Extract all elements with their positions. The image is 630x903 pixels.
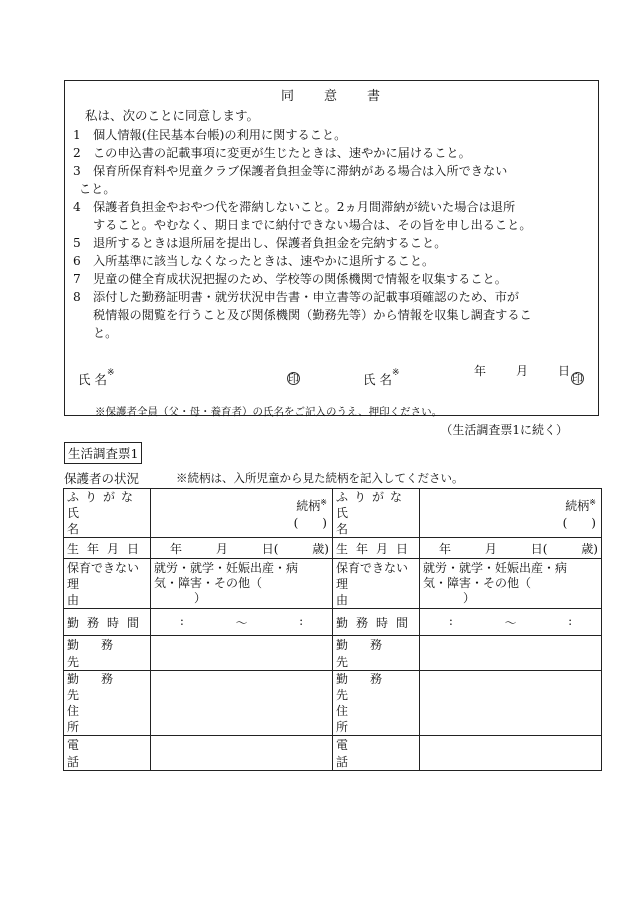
guardian-1-reason[interactable]: 就労・就学・妊娠出産・病 気・障害・その他（ ） (151, 559, 333, 609)
name-label-cell (333, 489, 420, 538)
guardian-2-workplace[interactable] (420, 636, 602, 671)
guardian-1-name-cell[interactable] (151, 489, 333, 538)
guardian-2-hours[interactable]: : 〜 : (420, 609, 602, 636)
guardian-2-name-cell[interactable] (420, 489, 602, 538)
phone-label: 電話 (64, 736, 151, 771)
seal-mark-2: 印 (572, 372, 583, 385)
consent-item: 6 入所基準に該当しなくなったときは、速やかに退所すること。 (73, 254, 435, 268)
birth-label: 生年月日 (333, 538, 420, 559)
name-label: 氏名 (67, 506, 132, 536)
consent-item: 4 保護者負担金やおやつ代を滞納しないこと。2ヵ月間滞納が続いた場合は退所 (73, 200, 516, 214)
guardian-1-phone[interactable] (151, 736, 333, 771)
name-label-cell (64, 489, 151, 538)
workplace-address-label: 勤務先 住所 (64, 671, 151, 736)
guardian-status-label: 保護者の状況 (64, 471, 140, 486)
signature-2[interactable]: 氏 名※ (363, 367, 400, 387)
consent-item-continued: すること。やむなく、期日までに納付できない場合は、その旨を申し出ること。 (93, 218, 532, 232)
birth-label: 生年月日 (64, 538, 151, 559)
guardian-1-workplace-address[interactable] (151, 671, 333, 736)
guardian-2-birth[interactable]: 年 月 日( 歳) (420, 538, 602, 559)
consent-items (71, 126, 596, 342)
consent-title: 同 意 書 (280, 89, 383, 104)
furigana-label: ふりがな (67, 490, 140, 504)
sheet-tag: 生活調査票1 (64, 442, 142, 464)
consent-item: 3 保育所保育料や児童クラブ保護者負担金等に滞納がある場合は入所できない (73, 164, 508, 178)
phone-label: 電話 (333, 736, 420, 771)
relation-field[interactable]: ( ) (562, 516, 596, 530)
relation-label: 続柄※ (565, 498, 596, 513)
date-day[interactable]: 日 (557, 364, 570, 378)
guardian-2-phone[interactable] (420, 736, 602, 771)
consent-intro: 私は、次のことに同意します。 (85, 108, 260, 123)
hours-label: 勤務時間 (333, 609, 420, 636)
consent-item-continued: 税情報の閲覧を行うこと及び関係機関（勤務先等）から情報を収集し調査するこ (93, 308, 532, 322)
furigana-label: ふりがな (336, 490, 409, 504)
continue-note: （生活調査票1に続く） (440, 423, 568, 437)
date-line (444, 362, 570, 379)
guardian-2-reason[interactable]: 就労・就学・妊娠出産・病 気・障害・その他（ ） (420, 559, 602, 609)
consent-item: 1 個人情報(住民基本台帳)の利用に関すること。 (73, 128, 347, 142)
guardian-1-workplace[interactable] (151, 636, 333, 671)
date-month[interactable]: 月 (515, 364, 528, 378)
guardian-status-line (64, 469, 604, 487)
hours-label: 勤務時間 (64, 609, 151, 636)
consent-item: 7 児童の健全育成状況把握のため、学校等の関係機関で情報を収集すること。 (73, 272, 507, 286)
guardian-1-birth[interactable]: 年 月 日( 歳) (151, 538, 333, 559)
relation-label: 続柄※ (296, 498, 327, 513)
guardian-2-workplace-address[interactable] (420, 671, 602, 736)
relation-note: ※続柄は、入所児童から見た続柄を記入してください。 (176, 471, 464, 485)
name-label: 氏名 (336, 506, 401, 536)
workplace-label: 勤務先 (64, 636, 151, 671)
consent-item: 2 この申込書の記載事項に変更が生じたときは、速やかに届けること。 (73, 146, 471, 160)
guardian-table (63, 488, 602, 771)
reason-label: 保育できない 理由 (64, 559, 151, 609)
guardian-1-hours[interactable]: : 〜 : (151, 609, 333, 636)
consent-item-continued: こと。 (79, 182, 116, 196)
consent-item: 5 退所するときは退所届を提出し、保護者負担金を完納すること。 (73, 236, 447, 250)
relation-field[interactable]: ( ) (293, 516, 327, 530)
reason-label: 保育できない 理由 (333, 559, 420, 609)
consent-item-continued: と。 (93, 326, 118, 340)
workplace-address-label: 勤務先 住所 (333, 671, 420, 736)
workplace-label: 勤務先 (333, 636, 420, 671)
consent-form (64, 80, 599, 416)
signature-1[interactable]: 氏 名※ (78, 367, 115, 387)
consent-item: 8 添付した勤務証明書・就労状況申告書・申立書等の記載事項確認のため、市が (73, 290, 520, 304)
date-year[interactable]: 年 (473, 364, 486, 378)
signature-footnote: ※保護者全員（父・母・養育者）の氏名をご記入のうえ、押印ください。 (95, 406, 443, 418)
seal-mark-1: 印 (288, 372, 299, 385)
